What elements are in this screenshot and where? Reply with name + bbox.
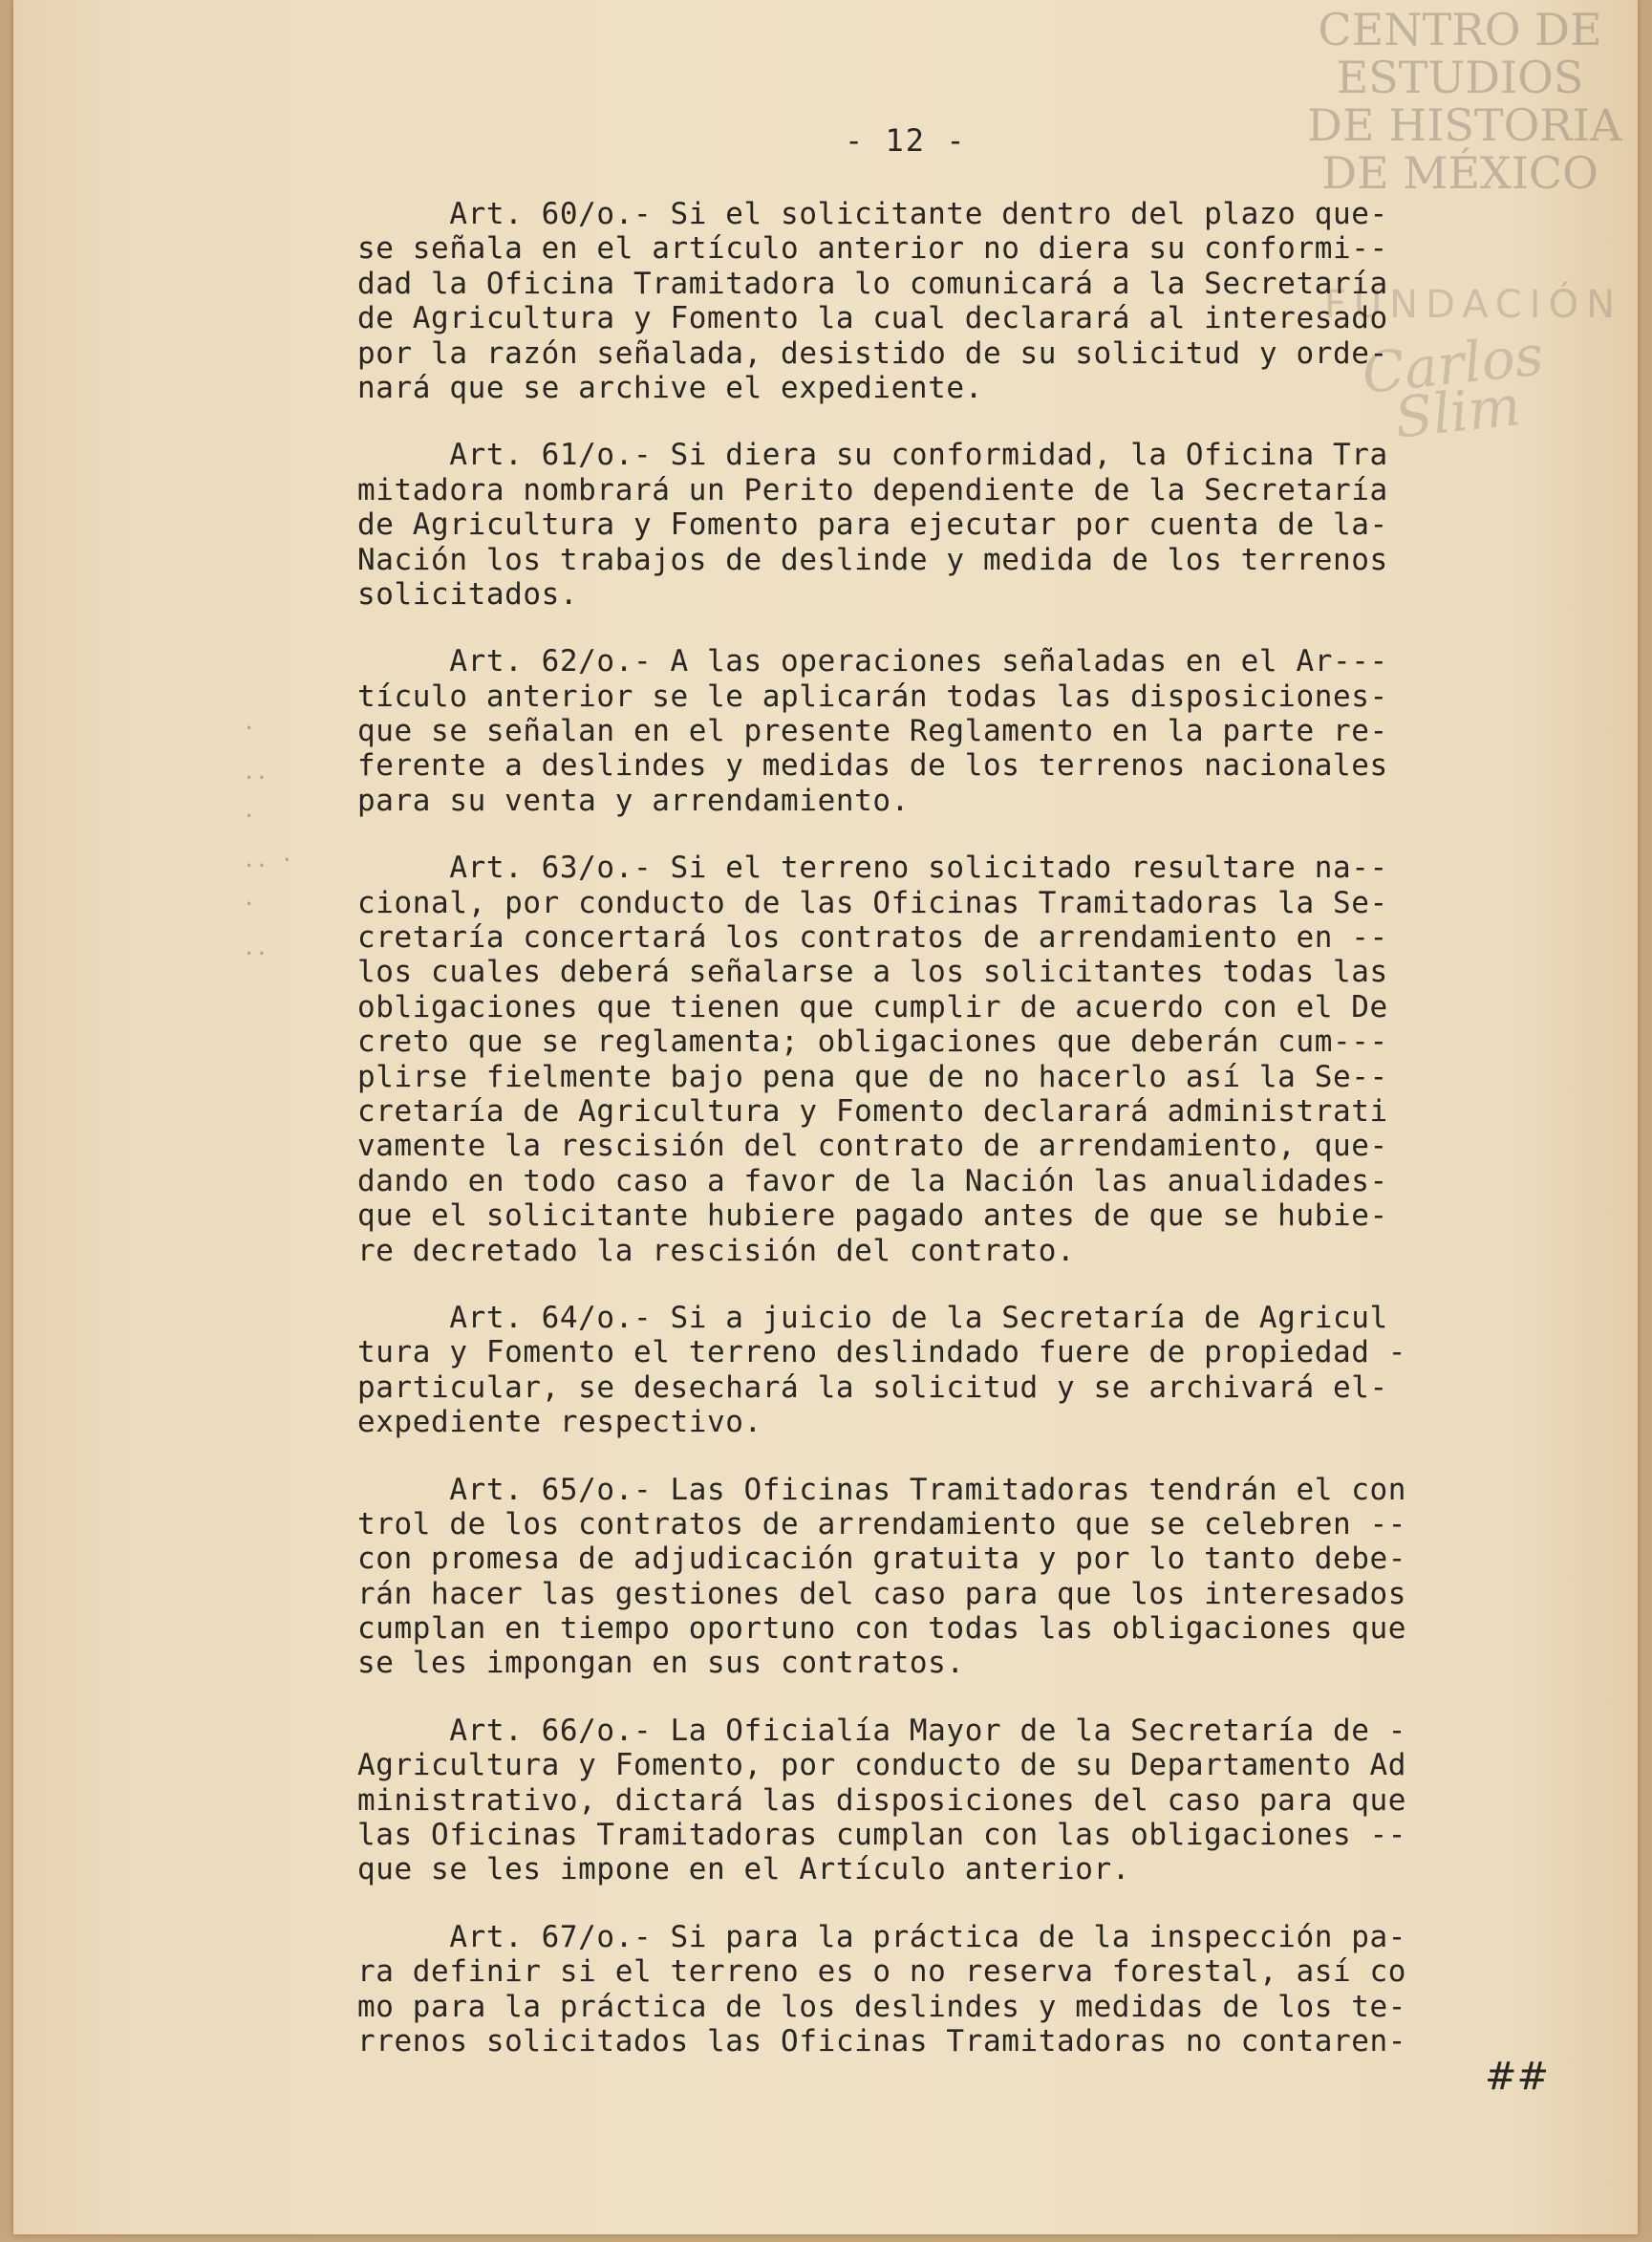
text-line: dad la Oficina Tramitadora lo comunicará a la Secretaría	[357, 266, 1388, 301]
article-64	[357, 1301, 1542, 1440]
text-line: obligaciones que tienen que cumplir de acuerdo con el De	[357, 989, 1388, 1024]
text-line: tículo anterior se le aplicarán todas las disposiciones-	[357, 679, 1388, 714]
watermark-line-1: CENTRO DE	[1318, 4, 1602, 55]
article-61	[357, 438, 1542, 612]
text-line: Agricultura y Fomento, por conducto de su Departamento Ad	[357, 1748, 1407, 1783]
article-63	[357, 851, 1542, 1268]
text-line: rrenos solicitados las Oficinas Tramitadoras no contaren-	[357, 2023, 1407, 2059]
text-line: nará que se archive el expediente.	[357, 370, 983, 405]
text-line: mitadora nombrará un Perito dependiente de la Secretaría	[357, 472, 1388, 507]
text-line: solicitados.	[357, 576, 579, 612]
text-line: ministrativo, dictará las disposiciones del caso para que	[357, 1782, 1407, 1818]
text-line: de Agricultura y Fomento para ejecutar por cuenta de la-	[357, 507, 1388, 543]
text-line: re decretado la rescisión del contrato.	[357, 1233, 1076, 1268]
document-body	[357, 197, 1542, 2091]
text-line: Art. 65/o.- Las Oficinas Tramitadoras tendrán el con	[357, 1472, 1407, 1507]
text-line: tura y Fomento el terreno deslindado fuere de propiedad -	[357, 1335, 1407, 1370]
text-line: para su venta y arrendamiento.	[357, 783, 910, 818]
text-line: Art. 64/o.- Si a juicio de la Secretaría de Agricul	[357, 1300, 1388, 1335]
article-62	[357, 644, 1542, 818]
text-line: se señala en el artículo anterior no diera su conformi--	[357, 231, 1388, 267]
watermark-signature: Carlos Slim	[1359, 322, 1547, 451]
text-line: Art. 66/o.- La Oficialía Mayor de la Secretaría de -	[357, 1713, 1407, 1748]
text-line: que el solicitante hubiere pagado antes de que se hubie-	[357, 1198, 1388, 1234]
text-line: Art. 62/o.- A las operaciones señaladas en el Ar---	[357, 644, 1388, 679]
text-line: plirse fielmente bajo pena que de no hacerlo así la Se--	[357, 1059, 1388, 1094]
text-line: las Oficinas Tramitadoras cumplan con las obligaciones --	[357, 1818, 1407, 1853]
text-line: Nación los trabajos de deslinde y medida de los terrenos	[357, 542, 1388, 577]
article-65	[357, 1473, 1542, 1681]
text-line: que se les impone en el Artículo anterior.	[357, 1852, 1131, 1887]
margin-specks: · .. · .. · · ..	[243, 717, 293, 960]
text-line: Art. 60/o.- Si el solicitante dentro del plazo que-	[357, 197, 1388, 231]
watermark-line-2: ESTUDIOS	[1336, 52, 1584, 103]
text-line: cretaría concertará los contratos de arrendamiento en --	[357, 920, 1388, 956]
text-line: expediente respectivo.	[357, 1405, 762, 1440]
text-line: dando en todo caso a favor de la Nación las anualidades-	[357, 1163, 1388, 1198]
text-line: cretaría de Agricultura y Fomento declarará administrati	[357, 1093, 1388, 1129]
text-line: cional, por conducto de las Oficinas Tramitadoras la Se-	[357, 885, 1388, 920]
text-line: se les impongan en sus contratos.	[357, 1646, 965, 1681]
watermark-line-3: DE HISTORIA	[1307, 99, 1622, 151]
text-line: los cuales deberá señalarse a los solicitantes todas las	[357, 955, 1388, 990]
watermark-line-4: DE MÉXICO	[1321, 147, 1598, 199]
text-line: vamente la rescisión del contrato de arrendamiento, que-	[357, 1129, 1388, 1164]
text-line: ferente a deslindes y medidas de los terrenos nacionales	[357, 748, 1388, 784]
continuation-mark: ##	[1485, 2055, 1550, 2099]
watermark-foundation: FUNDACIÓN	[1323, 283, 1622, 327]
text-line: de Agricultura y Fomento la cual declarará al interesado	[357, 301, 1388, 336]
article-60	[357, 197, 1542, 405]
text-line: mo para la práctica de los deslindes y medidas de los te-	[357, 1989, 1407, 2024]
paper-sheet	[13, 0, 1638, 2234]
text-line: particular, se desechará la solicitud y se archivará el-	[357, 1369, 1388, 1405]
page-number: - 12 -	[845, 122, 967, 159]
article-67	[357, 1920, 1542, 2059]
text-line: Art. 61/o.- Si diera su conformidad, la Oficina Tra	[357, 438, 1388, 473]
text-line: Art. 63/o.- Si el terreno solicitado resultare na--	[357, 851, 1388, 886]
text-line: cumplan en tiempo oportuno con todas las obligaciones que	[357, 1611, 1407, 1647]
text-line: por la razón señalada, desistido de su solicitud y orde-	[357, 335, 1388, 371]
text-line: Art. 67/o.- Si para la práctica de la inspección pa-	[357, 1919, 1407, 1954]
text-line: ra definir si el terreno es o no reserva forestal, así co	[357, 1954, 1407, 1990]
article-66	[357, 1714, 1542, 1887]
archive-watermark	[1307, 4, 1622, 451]
text-line: trol de los contratos de arrendamiento que se celebren --	[357, 1506, 1407, 1541]
text-line: creto que se reglamenta; obligaciones que deberán cum---	[357, 1024, 1388, 1060]
text-line: rán hacer las gestiones del caso para que los interesados	[357, 1576, 1407, 1611]
text-line: que se señalan en el presente Reglamento en la parte re-	[357, 714, 1388, 749]
text-line: con promesa de adjudicación gratuita y por lo tanto debe-	[357, 1541, 1407, 1577]
